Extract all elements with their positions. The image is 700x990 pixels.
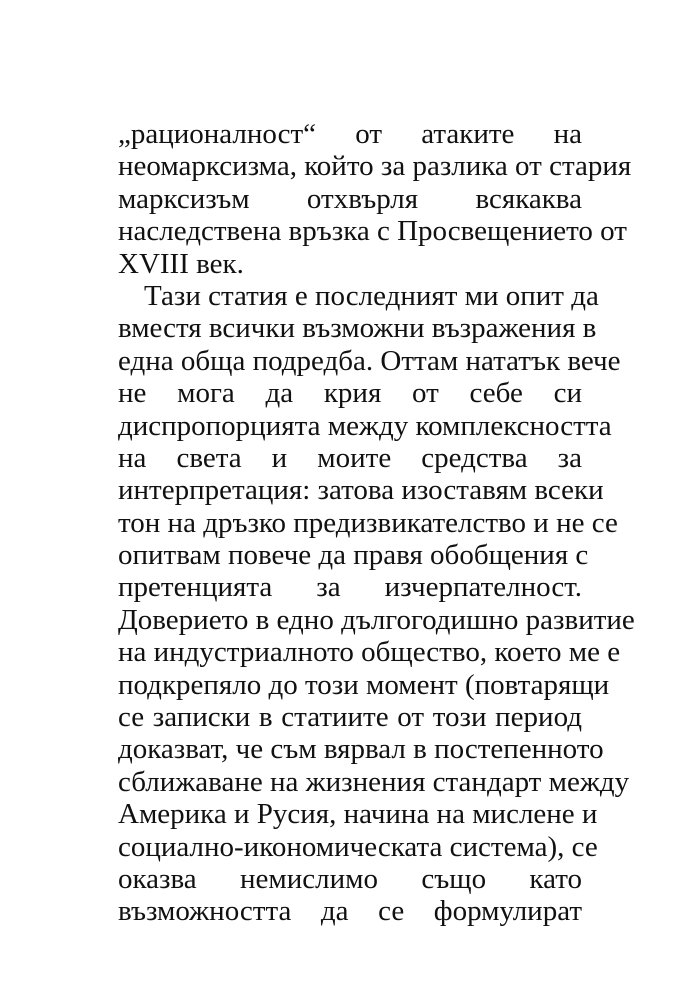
text-line: Тази статия е последният ми опит да: [144, 279, 599, 312]
text-line: възможността да се формулират: [118, 895, 582, 928]
text-line: XVIII век.: [118, 247, 244, 280]
text-line: Америка и Русия, начина на мислене и: [118, 798, 598, 831]
text-line: оказва немислимо също като: [118, 862, 582, 895]
text-line: опитвам повече да правя обобщения с: [118, 539, 589, 572]
text-line: на света и моите средства за: [118, 441, 582, 474]
paragraph-continuation: [118, 118, 632, 280]
text-line: вместя всички възможни възражения в: [118, 312, 597, 345]
text-line: подкрепяло до този момент (повтарящи: [118, 668, 610, 701]
text-line: Доверието в едно дългогодишно развитие: [118, 603, 635, 636]
text-line: сближаване на жизнения стандарт между: [118, 765, 630, 798]
text-line: диспропорцията между комплексността: [118, 409, 612, 442]
text-line: на индустриалното общество, което ме е: [118, 636, 621, 669]
text-line: неомарксизма, който за разлика от стария: [118, 150, 632, 183]
text-line: не мога да крия от себе си: [118, 377, 582, 410]
text-line: доказват, че съм вярвал в постепенното: [118, 733, 604, 766]
text-line: марксизъм отхвърля всякаква: [118, 182, 582, 215]
text-line: една обща подредба. Оттам нататък вече: [118, 344, 621, 377]
text-line: социално-икономическата система), се: [118, 830, 598, 863]
text-line: претенцията за изчерпателност.: [118, 571, 582, 604]
paragraph-main: [118, 279, 635, 928]
text-line: наследствена връзка с Просвещението от: [118, 215, 627, 248]
text-line: „рационалност“ от атаките на: [118, 118, 582, 150]
text-line: интерпретация: затова изоставям всеки: [118, 474, 604, 507]
body-text: [118, 118, 635, 928]
text-line: тон на дръзко предизвикателство и не се: [118, 506, 618, 539]
text-line: се записки в статиите от този период: [118, 701, 582, 734]
